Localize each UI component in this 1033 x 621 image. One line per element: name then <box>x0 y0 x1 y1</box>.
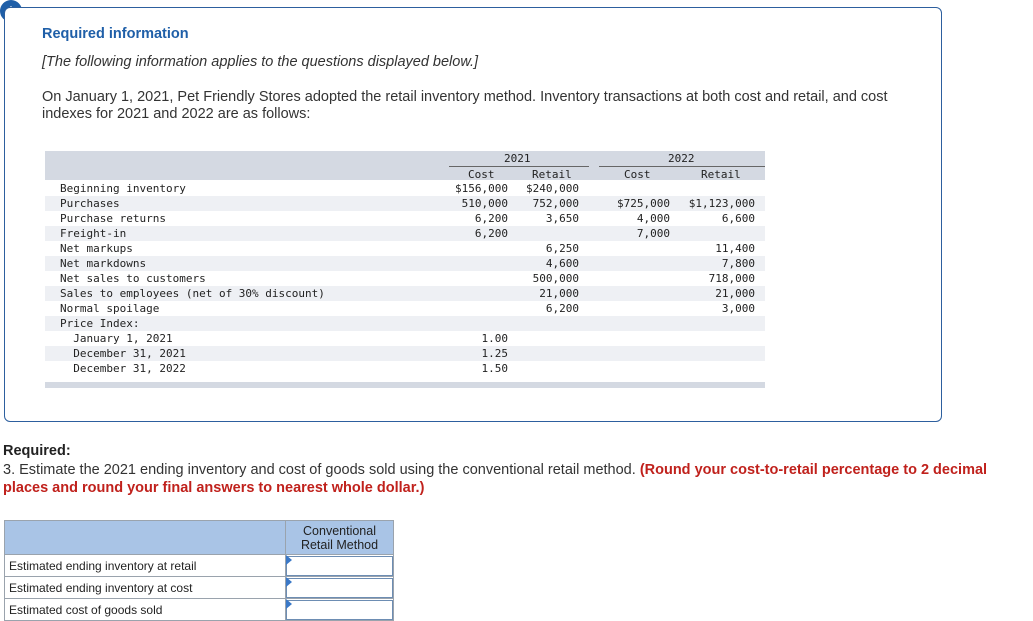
ending-inventory-retail-input[interactable] <box>286 556 393 576</box>
table-cell-c22: 7,000 <box>636 227 670 240</box>
table-cell-r22: 718,000 <box>708 272 755 285</box>
table-cell-r22: 6,600 <box>721 212 755 225</box>
table-row-label: Sales to employees (net of 30% discount) <box>60 287 325 300</box>
table-cell-r22: 21,000 <box>715 287 755 300</box>
table-cell-c22: $725,000 <box>617 197 670 210</box>
table-row-label: Normal spoilage <box>60 302 160 315</box>
table-row-label: December 31, 2022 <box>60 362 186 375</box>
table-cell-c22: 4,000 <box>636 212 670 225</box>
table-cell-r22: 11,400 <box>715 242 755 255</box>
table-row-label: Price Index: <box>60 317 140 330</box>
table-cell-r22: 3,000 <box>721 302 755 315</box>
required-question <box>3 461 1003 497</box>
table-cell-r21: 6,200 <box>545 302 579 315</box>
rounding-instruction: (Round your cost-to-retail percentage to 2 decimal places and round your final answers to nearest whole dollar.) <box>3 462 988 496</box>
table-cell-c21: 510,000 <box>461 197 508 210</box>
table-cell-c21: 6,200 <box>474 227 508 240</box>
cost-of-goods-sold-input[interactable] <box>286 600 393 620</box>
table-cell-r22: 7,800 <box>721 257 755 270</box>
ending-inventory-cost-input[interactable] <box>286 578 393 598</box>
col-cost-2022: Cost <box>624 168 651 181</box>
table-cell-c21: 1.50 <box>481 362 508 375</box>
inventory-data-table <box>45 151 765 388</box>
table-cell-r22: $1,123,000 <box>688 197 755 210</box>
table-row <box>5 577 394 599</box>
applies-note: [The following information applies to the questions displayed below.] <box>42 54 479 70</box>
col-retail-2022: Retail <box>701 168 741 181</box>
conventional-retail-method-header <box>286 521 394 555</box>
input-marker-icon <box>286 599 292 609</box>
table-cell-r21: 21,000 <box>539 287 579 300</box>
table-row-label: Net markdowns <box>60 257 147 270</box>
table-cell-r21: 752,000 <box>532 197 579 210</box>
header-line-1: Conventional <box>303 523 376 538</box>
table-cell-c21: 1.25 <box>481 347 508 360</box>
table-cell-c21: 6,200 <box>474 212 508 225</box>
row-label: Estimated ending inventory at cost <box>5 577 286 599</box>
row-label: Estimated ending inventory at retail <box>5 555 286 577</box>
intro-paragraph: On January 1, 2021, Pet Friendly Stores adopted the retail inventory method. Inventory transactions at both cost and retail, and cost indexes for 2021 and 2022 are as follows: <box>42 89 888 122</box>
table-row-label: Net markups <box>60 242 133 255</box>
row-stripe <box>45 316 765 331</box>
table-cell-c21: 1.00 <box>481 332 508 345</box>
table-cell-r21: $240,000 <box>526 182 579 195</box>
table-cell-r21: 500,000 <box>532 272 579 285</box>
year-2022-rule <box>599 166 765 167</box>
table-row-label: Net sales to customers <box>60 272 206 285</box>
answer-header-blank <box>5 521 286 555</box>
required-title: Required: <box>3 443 71 459</box>
table-row-label: December 31, 2021 <box>60 347 186 360</box>
header-line-2: Retail Method <box>300 537 379 552</box>
table-row-label: Purchase returns <box>60 212 166 225</box>
row-label: Estimated cost of goods sold <box>5 599 286 621</box>
year-2022-header: 2022 <box>668 152 695 165</box>
col-cost-2021: Cost <box>468 168 495 181</box>
table-cell-r21: 3,650 <box>545 212 579 225</box>
col-retail-2021: Retail <box>532 168 572 181</box>
table-row-label: Freight-in <box>60 227 127 240</box>
table-row <box>5 599 394 621</box>
required-information-heading: Required information <box>42 26 189 42</box>
table-cell-r21: 4,600 <box>545 257 579 270</box>
table-row-label: January 1, 2021 <box>60 332 173 345</box>
input-marker-icon <box>286 577 292 587</box>
table-cell-c21: $156,000 <box>455 182 508 195</box>
table-row <box>5 555 394 577</box>
answer-table <box>4 520 394 621</box>
table-row-label: Beginning inventory <box>60 182 186 195</box>
row-stripe <box>45 256 765 271</box>
table-footer-band <box>45 382 765 388</box>
input-marker-icon <box>286 555 292 565</box>
year-2021-header: 2021 <box>504 152 531 165</box>
table-cell-r21: 6,250 <box>545 242 579 255</box>
table-row-label: Purchases <box>60 197 120 210</box>
question-text: 3. Estimate the 2021 ending inventory and cost of goods sold using the conventional retail method. <box>3 462 636 478</box>
year-2021-rule <box>449 166 589 167</box>
